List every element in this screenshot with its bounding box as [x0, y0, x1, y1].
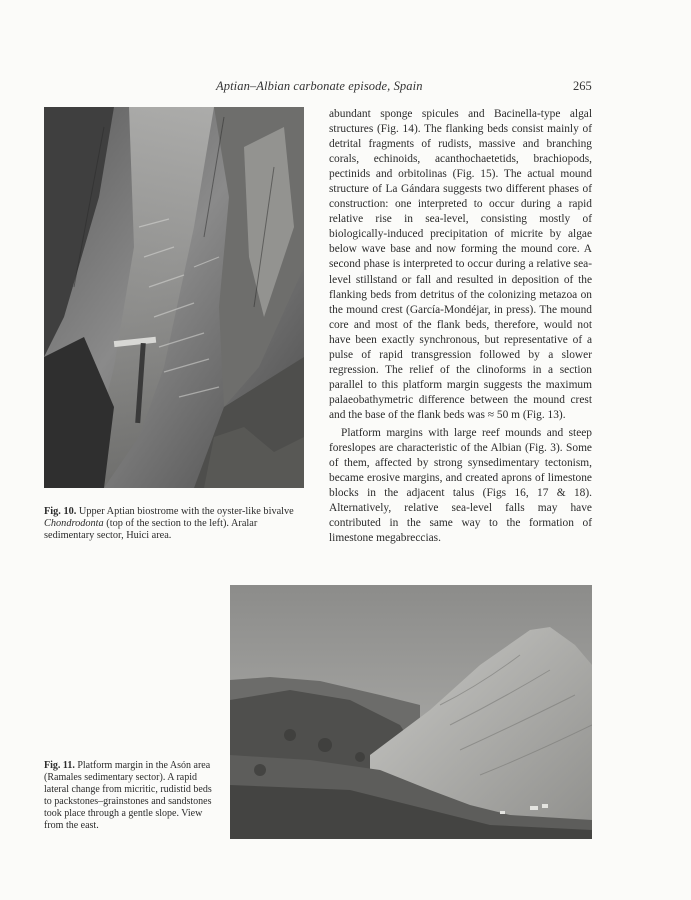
fig11-caption-text: Platform margin in the Asón area (Ramales sedimentary sector). A rapid lateral change from micritic, rudistid beds to packstones–grainstones and sandstones took place through a gentle slope. View from the east.: [44, 760, 212, 831]
fig10-label: Fig. 10.: [44, 506, 77, 517]
fig10-photograph: [44, 107, 304, 488]
running-head: Aptian–Albian carbonate episode, Spain: [216, 79, 423, 93]
paragraph-2: Platform margins with large reef mounds and steep foreslopes are characteristic of the Albian (Fig. 3). Some of them, affected by strong synsedimentary tectonism, became erosive margins, and created aprons of limestone blocks in the adjacent talus (Figs 16, 17 & 18). Alternatively, relative sea-level falls may have contributed in the same way to the formation of limestone megabreccias.: [329, 426, 592, 545]
fig10-rock-outcrop-image: [44, 107, 304, 488]
body-text: [329, 107, 592, 546]
fig10-caption-species: Chondrodonta: [44, 518, 104, 530]
fig11-landscape-image: [230, 585, 592, 839]
fig10-caption: [44, 506, 306, 542]
fig11-photograph: [230, 585, 592, 839]
fig11-label: Fig. 11.: [44, 760, 75, 771]
page-number: 265: [573, 79, 592, 93]
fig11-caption: [44, 760, 212, 831]
fig10-caption-text-2: (top of the section to the left). Aralar sedimentary sector, Huici area.: [44, 518, 258, 542]
paragraph-1: abundant sponge spicules and Bacinella-type algal structures (Fig. 14). The flanking beds consist mainly of detrital fragments of rudists, massive and branching corals, echinoids, acanthochaetetids, brachiopods, pectinids and orbitolinas (Fig. 15). The actual mound structure of La Gándara suggests two different phases of construction: one interpreted to occur during a rapid relative rise in sea-level, consisting mostly of biologically-induced precipitation of micrite by algae below wave base and now forming the mound core. A second phase is interpreted to occur during a relative sea-level stillstand or fall and resulted in deposition of the flanking beds from detritus of the colonizing metazoa on the mound crest (García-Mondéjar, in press). The mound core and most of the flank beds, therefore, would not have been exactly synchronous, but representative of a pulse of rapid transgression followed by a slower regression. The relief of the clinoforms in a section parallel to this platform margin suggests the maximum palaeobathymetric difference between the mound crest and the base of the flank beds was ≈ 50 m (Fig. 13).: [329, 108, 592, 421]
fig10-caption-text-1: Upper Aptian biostrome with the oyster-like bivalve: [76, 506, 294, 517]
